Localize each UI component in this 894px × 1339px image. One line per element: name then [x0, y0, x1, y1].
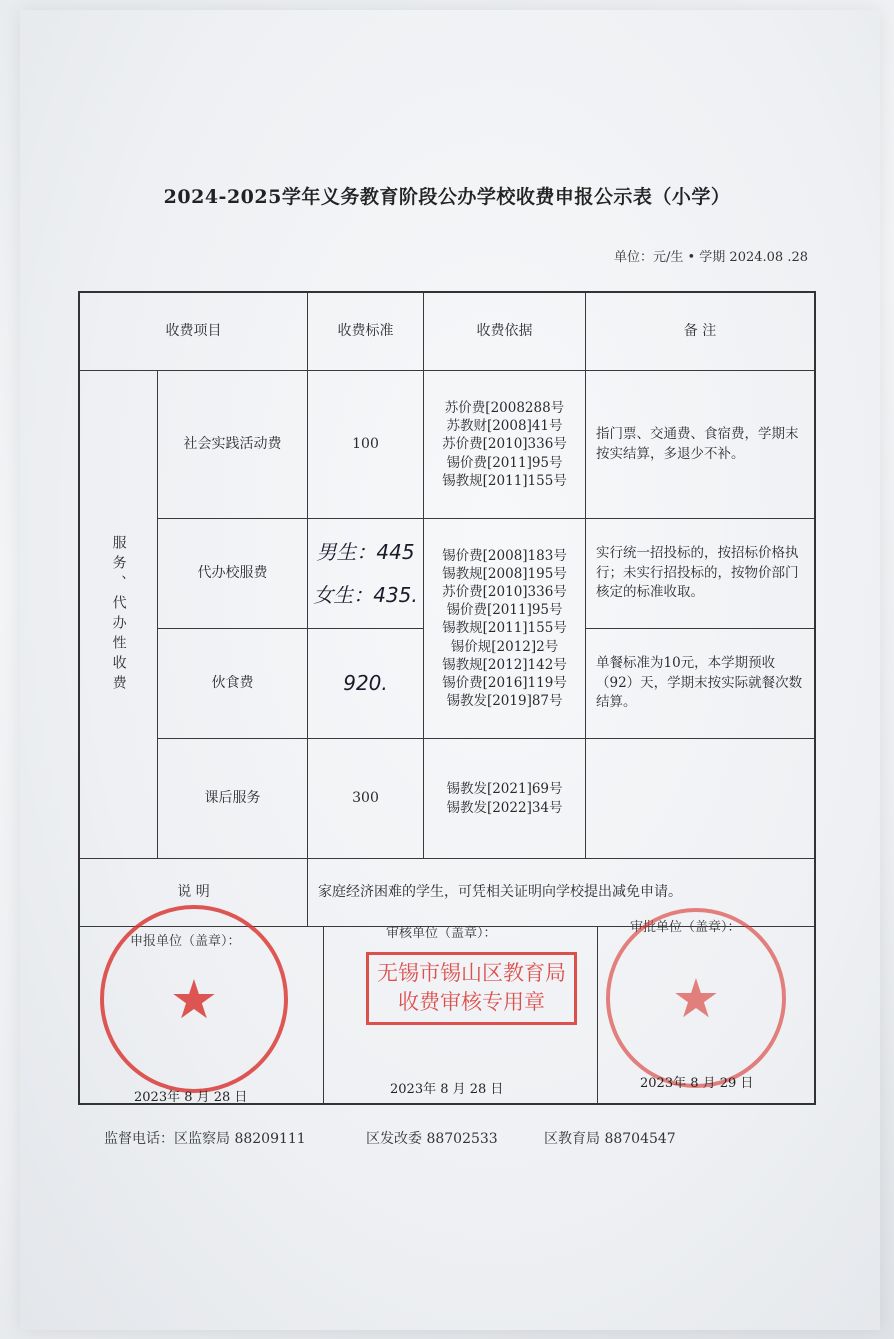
row-afterschool-basis — [424, 739, 586, 859]
row-afterschool-name: 课后服务 — [158, 739, 308, 859]
applicant-school-stamp — [100, 905, 288, 1093]
document-title: 2024-2025学年义务教育阶段公办学校收费申报公示表（小学） — [163, 186, 731, 208]
row-social-name: 社会实践活动费 — [158, 371, 308, 519]
category-label: 服务、代办性收费 — [110, 534, 127, 695]
basis-line: 锡价费[2016]119号 — [442, 675, 567, 692]
approver-stamp — [606, 908, 786, 1088]
row-afterschool-standard: 300 — [308, 739, 424, 859]
header-remark: 备 注 — [586, 293, 814, 371]
basis-line: 锡价费[2011]95号 — [446, 602, 563, 619]
row-social-remark: 指门票、交通费、食宿费，学期末按实结算，多退少不补。 — [586, 371, 814, 519]
basis-line: 锡教规[2011]155号 — [442, 620, 567, 637]
basis-line: 锡教发[2021]69号 — [446, 781, 563, 798]
handwritten-male-price: 男生：445 — [316, 539, 415, 564]
header-standard: 收费标准 — [308, 293, 424, 371]
footer-edu-phone: 区教育局 88704547 — [544, 1131, 676, 1147]
row-uniform-standard — [308, 519, 424, 629]
basis-line: 苏价费[2008288号 — [444, 399, 565, 416]
applicant-date: 2023年 8 月 28 日 — [134, 1090, 248, 1105]
reviewer-stamp-line: 收费审核专用章 — [398, 990, 545, 1015]
basis-line: 锡教发[2022]34号 — [446, 799, 563, 816]
note-text: 家庭经济困难的学生，可凭相关证明向学校提出减免申请。 — [308, 859, 814, 927]
unit-and-date: 单位：元/生 • 学期 2024.08 .28 — [613, 250, 808, 265]
basis-line: 锡教规[2012]142号 — [442, 656, 567, 673]
basis-line: 锡教规[2011]155号 — [442, 472, 567, 489]
basis-line: 苏价费[2010]336号 — [442, 436, 567, 453]
row-uniform-remark: 实行统一招投标的，按招标价格执行；未实行招投标的，按物价部门核定的标准收取。 — [586, 519, 814, 629]
basis-line: 锡价费[2008]183号 — [442, 547, 567, 564]
row-uniform-name: 代办校服费 — [158, 519, 308, 629]
row-social-basis — [424, 371, 586, 519]
basis-line: 苏价费[2010]336号 — [442, 583, 567, 600]
reviewer-stamp — [366, 952, 577, 1025]
basis-line: 锡教发[2019]87号 — [446, 693, 563, 710]
basis-line: 锡教规[2008]195号 — [442, 565, 567, 582]
reviewer-stamp-line: 无锡市锡山区教育局 — [377, 961, 566, 985]
shared-basis — [424, 519, 586, 739]
header-item: 收费项目 — [80, 293, 308, 371]
row-meal-remark: 单餐标准为10元，本学期预收（92）天，学期末按实际就餐次数结算。 — [586, 629, 814, 739]
basis-line: 锡价费[2011]95号 — [446, 454, 563, 471]
reviewer-date: 2023年 8 月 28 日 — [390, 1082, 504, 1097]
approver-date: 2023年 8 月 29 日 — [640, 1076, 754, 1091]
star-icon: ★ — [671, 966, 721, 1030]
handwritten-female-price: 女生：435. — [313, 582, 418, 607]
footer-supervision-phone: 监督电话：区监察局 88209111 — [104, 1131, 306, 1147]
footer-drc-phone: 区发改委 88702533 — [366, 1131, 498, 1147]
reviewer-label: 审核单位（盖章）： — [386, 926, 497, 941]
row-meal-standard — [308, 629, 424, 739]
row-social-standard: 100 — [308, 371, 424, 519]
row-afterschool-remark — [586, 739, 814, 859]
category-cell — [80, 371, 158, 859]
note-label: 说 明 — [80, 859, 308, 927]
basis-line: 苏教财[2008]41号 — [446, 418, 563, 435]
approver-label: 审批单位（盖章）： — [630, 920, 741, 935]
row-meal-name: 伙食费 — [158, 629, 308, 739]
basis-line: 锡价规[2012]2号 — [450, 638, 559, 655]
header-basis: 收费依据 — [424, 293, 586, 371]
handwritten-meal-price: 920. — [343, 671, 388, 695]
star-icon: ★ — [169, 967, 219, 1031]
applicant-label: 申报单位（盖章）： — [130, 934, 241, 949]
